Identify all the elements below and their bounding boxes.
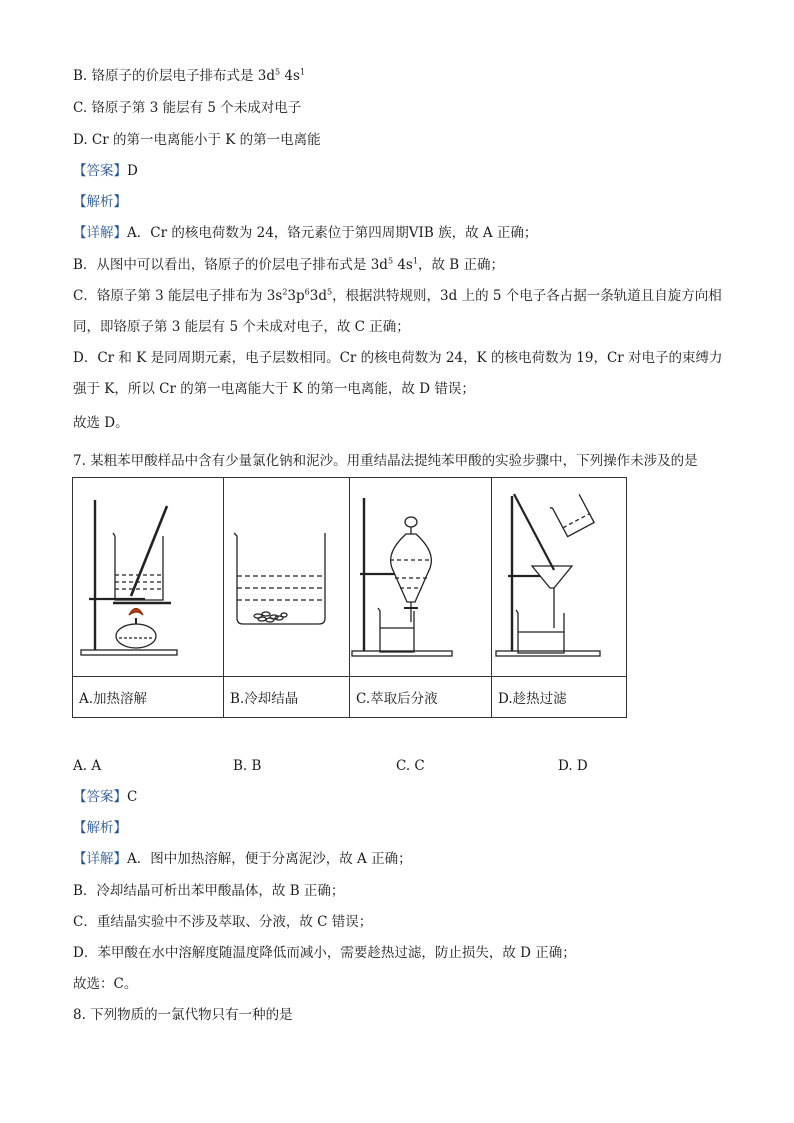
- q6-detail-line-3: C．铬原子第 3 能层电子排布为 $3s^23p^63d^5$，根据洪特规则，3d 上的 5 个电子各占据一条轨道且自旋方向相: [73, 287, 722, 304]
- figure-c-caption: C.萃取后分液: [350, 677, 492, 718]
- separatory-funnel-apparatus-icon: [350, 478, 491, 676]
- figure-b-caption: B.冷却结晶: [224, 677, 350, 718]
- q6-option-c: C. 铬原子第 3 能层有 5 个未成对电子: [73, 100, 302, 116]
- q7-choice-c: C. C: [396, 758, 425, 774]
- hot-filtration-apparatus-icon: [492, 478, 626, 676]
- figure-d-cell: [492, 478, 627, 677]
- q6-answer: 【答案】D: [73, 163, 138, 179]
- detail-tag: 【详解】: [73, 225, 127, 241]
- cooling-crystallize-beaker-icon: [224, 478, 349, 676]
- figure-d-caption: D.趁热过滤: [492, 677, 627, 718]
- q7-choice-d: D. D: [558, 758, 588, 774]
- q6-option-b: B. 铬原子的价层电子排布式是 $3d^5$ $4s^1$: [73, 67, 306, 84]
- q7-detail-line-3: C．重结晶实验中不涉及萃取、分液，故 C 错误；: [73, 914, 373, 930]
- q7-choice-a: A. A: [73, 758, 102, 774]
- q7-detail-line-4: D．苯甲酸在水中溶解度随温度降低而减小，需要趁热过滤，防止损失，故 D 正确；: [73, 945, 576, 961]
- q6-analysis-tag: 【解析】: [73, 194, 127, 210]
- q7-answer: 【答案】C: [73, 789, 138, 805]
- q7-stem: 7. 某粗苯甲酸样品中含有少量氯化钠和泥沙。用重结晶法提纯苯甲酸的实验步骤中，下列操作未涉及的是: [73, 453, 698, 469]
- heating-dissolve-apparatus-icon: [73, 478, 223, 676]
- answer-tag: 【答案】: [73, 163, 127, 179]
- q7-detail-line-2: B．冷却结晶可析出苯甲酸晶体，故 B 正确；: [73, 883, 345, 899]
- q8-stem: 8. 下列物质的一氯代物只有一种的是: [73, 1007, 293, 1023]
- q7-figure-table: [72, 477, 627, 718]
- q6-detail-line-1: 【详解】A．Cr 的核电荷数为 24，铬元素位于第四周期VIB 族，故 A 正确；: [73, 225, 538, 241]
- figure-a-cell: [73, 478, 224, 677]
- q7-choice-b: B. B: [233, 758, 262, 774]
- figure-b-cell: [224, 478, 350, 677]
- detail-tag: 【详解】: [73, 851, 127, 867]
- q7-analysis-tag: 【解析】: [73, 820, 127, 836]
- q6-detail-line-4b: 强于 K，所以 Cr 的第一电离能大于 K 的第一电离能，故 D 错误；: [73, 381, 475, 397]
- q6-conclusion: 故选 D。: [73, 415, 129, 431]
- q6-detail-line-3b: 同，即铬原子第 3 能层有 5 个未成对电子，故 C 正确；: [73, 319, 410, 335]
- q6-detail-line-4: D．Cr 和 K 是同周期元素，电子层数相同。Cr 的核电荷数为 24，K 的核电荷数为 19，Cr 对电子的束缚力: [73, 350, 723, 366]
- q6-detail-line-2: B．从图中可以看出，铬原子的价层电子排布式是 $3d^5$ $4s^1$，故 B 正确；: [73, 256, 504, 273]
- q7-conclusion: 故选：C。: [73, 976, 138, 992]
- figure-a-caption: A.加热溶解: [73, 677, 224, 718]
- figure-c-cell: [350, 478, 492, 677]
- answer-tag: 【答案】: [73, 789, 127, 805]
- q7-detail-line-1: 【详解】A．图中加热溶解，便于分离泥沙，故 A 正确；: [73, 851, 412, 867]
- q6-option-d: D. Cr 的第一电离能小于 K 的第一电离能: [73, 132, 321, 148]
